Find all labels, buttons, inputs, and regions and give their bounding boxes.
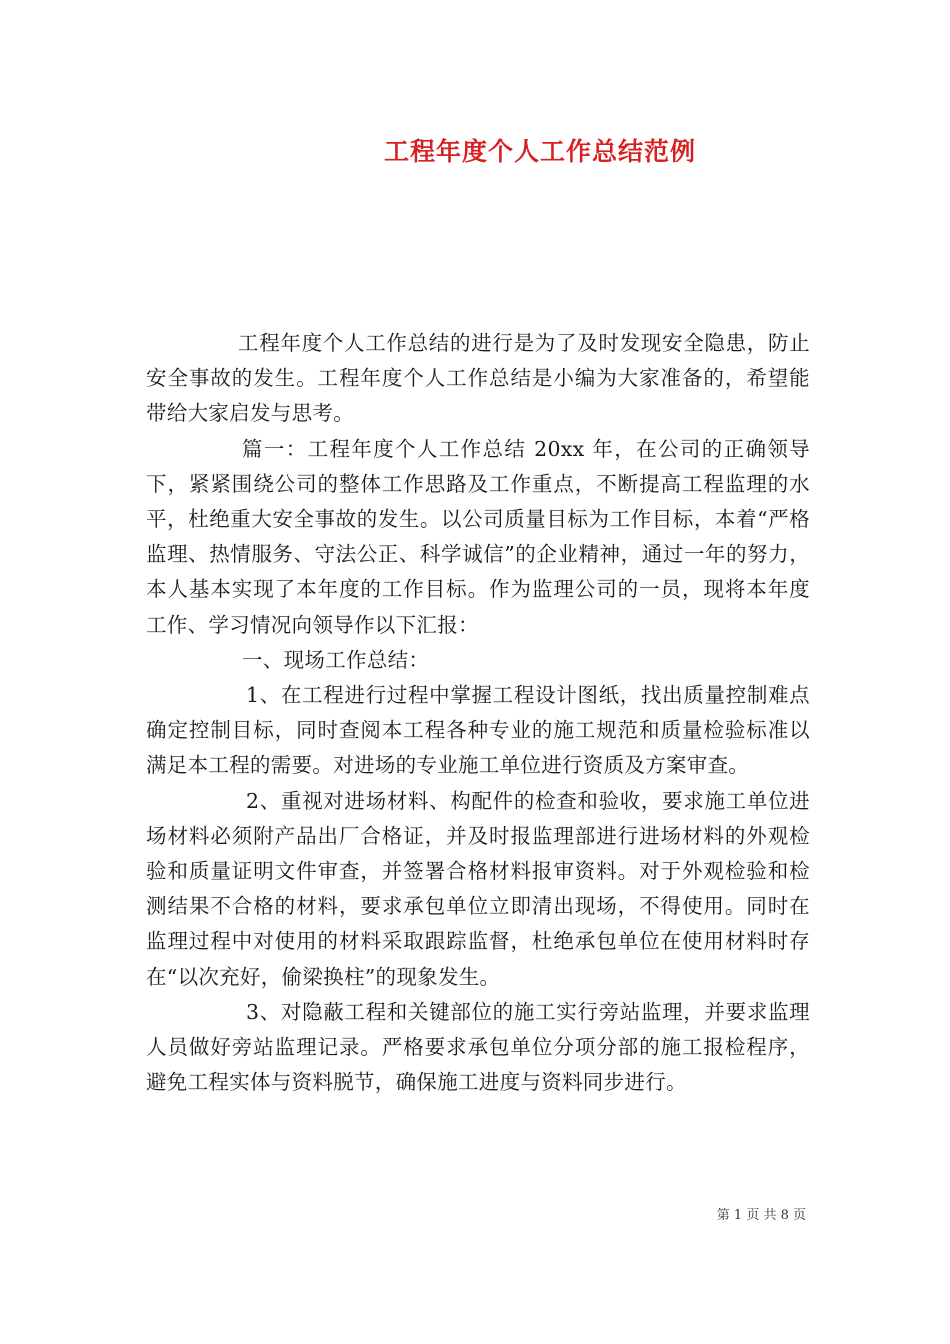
paragraph-part-one: 篇一：工程年度个人工作总结 20xx 年，在公司的正确领导下，紧紧围绕公司的整体工作思路及工作重点，不断提高工程监理的水平，杜绝重大安全事故的发生。以公司质量目标为工作目标，本着“严格监理、热情服务、守法公正、科学诚信”的企业精神，通过一年的努力，本人基本实现了本年度的工作目标。作为监理公司的一员，现将本年度工作、学习情况向领导作以下汇报： bbox=[146, 436, 810, 637]
paragraph-item-2: 2、重视对进场材料、构配件的检查和验收，要求施工单位进场材料必须附产品出厂合格证，并及时报监理部进行进场材料的外观检验和质量证明文件审查，并签署合格材料报审资料。对于外观检验和检测结果不合格的材料，要求承包单位立即清出现场，不得使用。同时在监理过程中对使用的材料采取跟踪监督，杜绝承包单位在使用材料时存在“以次充好，偷梁换柱”的现象发生。 bbox=[146, 788, 810, 989]
page-number-footer: 第 1 页 共 8 页 bbox=[716, 1208, 806, 1223]
paragraph-item-1: 1、在工程进行过程中掌握工程设计图纸，找出质量控制难点确定控制目标，同时查阅本工程各种专业的施工规范和质量检验标准以满足本工程的需要。对进场的专业施工单位进行资质及方案审查。 bbox=[146, 683, 810, 778]
document-title: 工程年度个人工作总结范例 bbox=[383, 137, 696, 166]
paragraph-intro: 工程年度个人工作总结的进行是为了及时发现安全隐患，防止安全事故的发生。工程年度个人工作总结是小编为大家准备的，希望能带给大家启发与思考。 bbox=[146, 331, 810, 426]
section-heading-site-work: 一、现场工作总结： bbox=[242, 647, 430, 672]
paragraph-item-3: 3、对隐蔽工程和关键部位的施工实行旁站监理，并要求监理人员做好旁站监理记录。严格要求承包单位分项分部的施工报检程序，避免工程实体与资料脱节，确保施工进度与资料同步进行。 bbox=[146, 999, 810, 1095]
document-body bbox=[146, 326, 810, 1100]
